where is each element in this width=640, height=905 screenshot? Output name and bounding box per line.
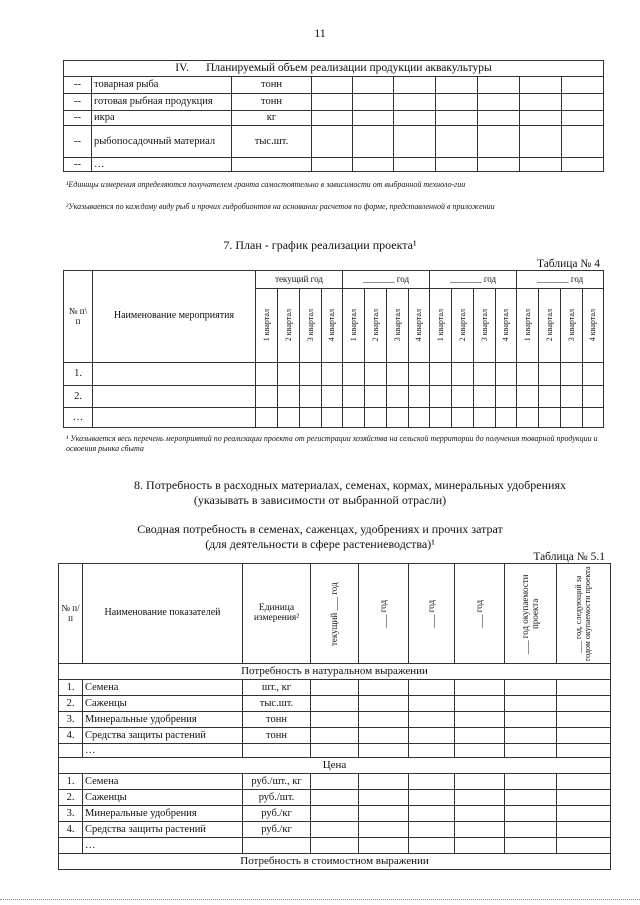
row-unit: руб./шт.	[243, 790, 311, 806]
schedule-table	[63, 270, 604, 428]
table-row	[64, 363, 604, 386]
row-num: 4.	[59, 728, 83, 744]
row-num	[59, 838, 83, 854]
row-num: 2.	[64, 386, 93, 408]
quarter-label: 3 квартал	[479, 309, 489, 342]
row-unit: кг	[232, 111, 312, 126]
quarter-label: 2 квартал	[370, 309, 380, 342]
row-unit: тонн	[232, 77, 312, 94]
quarter-label: 4 квартал	[414, 309, 424, 342]
row-name: …	[83, 838, 243, 854]
quarter-label: 2 квартал	[283, 309, 293, 342]
row-num	[59, 744, 83, 758]
col-num-header: № п/п	[59, 564, 83, 664]
row-name: Семена	[83, 680, 243, 696]
row-name: Минеральные удобрения	[83, 712, 243, 728]
footnote-units: ¹Единицы измерения определяются получателем гранта самостоятельно в зависимости от выбранной техноло-гии	[66, 180, 466, 189]
col-num-header: № п\ п	[64, 271, 93, 363]
row-unit	[243, 838, 311, 854]
col-name-header: Наименование показателей	[83, 564, 243, 664]
summary-subtitle: (для деятельности в сфере растениеводства)¹	[205, 537, 435, 551]
quarter-label: 4 квартал	[501, 309, 511, 342]
row-unit: тонн	[232, 94, 312, 111]
row-unit: руб./кг	[243, 806, 311, 822]
row-name: Семена	[83, 774, 243, 790]
row-unit: руб./кг	[243, 822, 311, 838]
row-num: 3.	[59, 712, 83, 728]
row-unit: тонн	[243, 712, 311, 728]
table-row	[59, 838, 611, 854]
row-num: …	[64, 408, 93, 428]
row-name: икра	[92, 111, 232, 126]
table-row	[64, 77, 604, 94]
section-iv-roman: IV.	[175, 62, 189, 75]
section-8-title: 8. Потребность в расходных материалах, семенах, кормах, минеральных удобрениях	[134, 478, 566, 492]
seed-needs-table	[58, 563, 611, 870]
row-name: товарная рыба	[92, 77, 232, 94]
quarter-label: 4 квартал	[327, 309, 337, 342]
row-mark: --	[64, 126, 92, 158]
table-row	[59, 806, 611, 822]
table-row	[59, 774, 611, 790]
year-col-header: текущий ___ год	[328, 581, 339, 646]
row-name: рыбопосадочный материал	[92, 126, 232, 158]
section-iv-header	[64, 61, 604, 77]
year-col-header: ___ год	[473, 599, 484, 628]
section-8-subtitle: (указывать в зависимости от выбранной отрасли)	[193, 493, 447, 507]
quarter-label: 1 квартал	[522, 309, 532, 342]
quarter-label: 2 квартал	[457, 309, 467, 342]
row-num: 3.	[59, 806, 83, 822]
row-num: 4.	[59, 822, 83, 838]
year-col-header: ___ год, следующий за годом окупаемости проекта	[573, 566, 592, 661]
row-num: 2.	[59, 790, 83, 806]
row-unit	[232, 158, 312, 172]
quarter-label: 2 квартал	[544, 309, 554, 342]
quarter-label: 4 квартал	[588, 309, 598, 342]
table-row	[59, 790, 611, 806]
quarter-label: 3 квартал	[392, 309, 402, 342]
year-col-header: ___ год	[425, 599, 436, 628]
table-row	[64, 126, 604, 158]
year-header: _______ год	[517, 271, 604, 289]
row-name: Средства защиты растений	[83, 822, 243, 838]
group-cost: Потребность в стоимостном выражении	[59, 854, 611, 870]
page-bottom-edge	[0, 899, 640, 900]
col-unit-header: Единица измерения²	[243, 564, 311, 664]
section-iv-title: Планируемый объем реализации продукции аквакультуры	[206, 62, 492, 75]
row-name: готовая рыбная продукция	[92, 94, 232, 111]
year-header: _______ год	[343, 271, 430, 289]
table-4-label: Таблица № 4	[536, 258, 600, 270]
quarter-label: 1 квартал	[435, 309, 445, 342]
table-row	[64, 386, 604, 408]
table-row	[59, 712, 611, 728]
row-mark: --	[64, 77, 92, 94]
row-mark: --	[64, 111, 92, 126]
group-natural: Потребность в натуральном выражении	[59, 664, 611, 680]
row-name: Средства защиты растений	[83, 728, 243, 744]
row-unit: шт., кг	[243, 680, 311, 696]
row-unit: руб./шт., кг	[243, 774, 311, 790]
row-unit: тыс.шт.	[243, 696, 311, 712]
quarter-label: 1 квартал	[348, 309, 358, 342]
row-name: …	[92, 158, 232, 172]
page-number: 11	[314, 26, 326, 40]
table-row	[59, 744, 611, 758]
table-row	[64, 111, 604, 126]
table-row	[64, 158, 604, 172]
quarter-label: 1 квартал	[261, 309, 271, 342]
table-row	[59, 822, 611, 838]
year-col-header: ___ год	[377, 599, 388, 628]
row-unit: тонн	[243, 728, 311, 744]
quarter-label: 3 квартал	[566, 309, 576, 342]
table-row	[59, 680, 611, 696]
row-unit	[243, 744, 311, 758]
footnote-schedule: ¹ Указывается весь перечень мероприятий по реализации проекта от регистрации хозяйства на сельской территории до получения товарной продукции и освоения рынка сбыта	[66, 434, 598, 453]
row-num: 1.	[59, 680, 83, 696]
quarter-label: 3 квартал	[305, 309, 315, 342]
year-header: _______ год	[430, 271, 517, 289]
table-row	[59, 728, 611, 744]
summary-title: Сводная потребность в семенах, саженцах, удобрениях и прочих затрат	[137, 522, 503, 536]
table-row	[64, 94, 604, 111]
year-col-header: ___ год окупаемости проекта	[519, 573, 540, 654]
table-row	[59, 696, 611, 712]
row-name: Саженцы	[83, 790, 243, 806]
section-7-title: 7. План - график реализации проекта¹	[223, 238, 417, 252]
table-5-1-label: Таблица № 5.1	[533, 551, 605, 563]
row-num: 1.	[64, 363, 93, 386]
table-row	[64, 408, 604, 428]
row-mark: --	[64, 94, 92, 111]
col-name-header: Наименование мероприятия	[93, 271, 256, 363]
row-name: Саженцы	[83, 696, 243, 712]
row-name: …	[83, 744, 243, 758]
year-header: текущий год	[256, 271, 343, 289]
footnote-species: ²Указывается по каждому виду рыб и прочих гидробионтов на основании расчетов по форме, представленной в приложении	[66, 202, 495, 211]
row-num: 1.	[59, 774, 83, 790]
group-price: Цена	[59, 758, 611, 774]
row-name: Минеральные удобрения	[83, 806, 243, 822]
row-num: 2.	[59, 696, 83, 712]
row-unit: тыс.шт.	[232, 126, 312, 158]
row-mark: --	[64, 158, 92, 172]
aquaculture-sales-table	[63, 60, 604, 172]
